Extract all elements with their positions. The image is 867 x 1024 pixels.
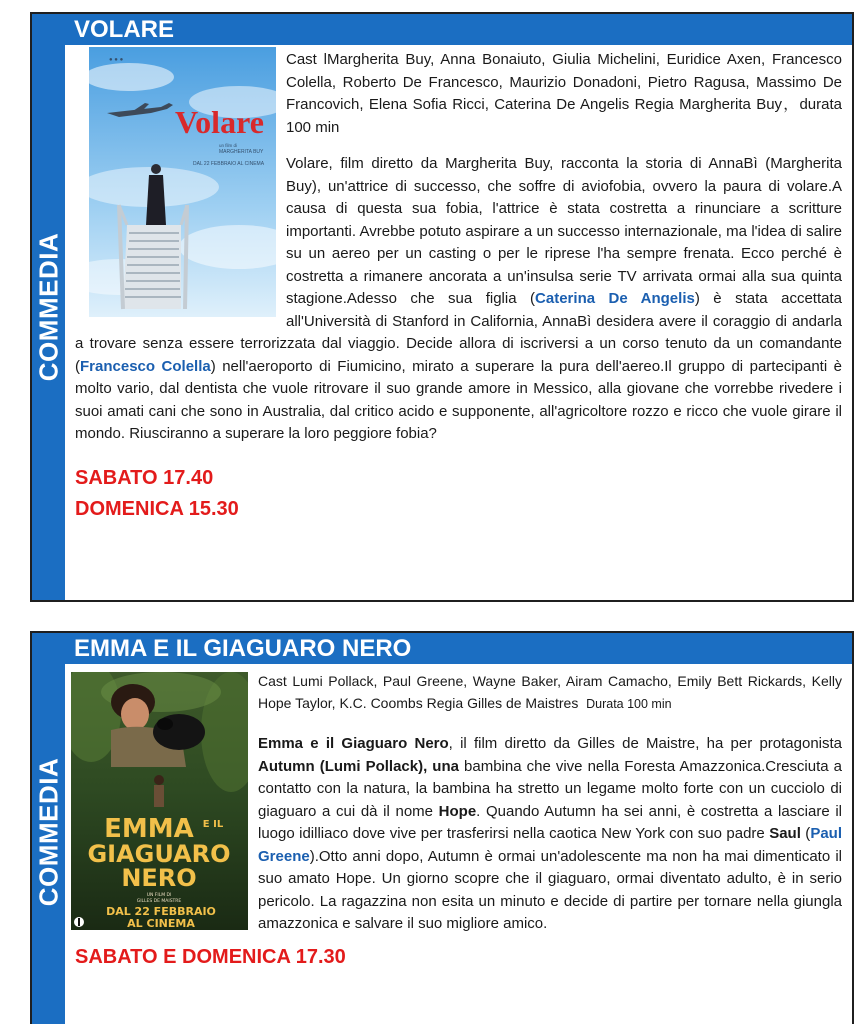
film-content	[65, 45, 852, 600]
poster-title: Volare	[175, 104, 264, 140]
film-title: EMMA E IL GIAGUARO NERO	[74, 635, 412, 662]
poster-mark: ● ● ●	[109, 57, 124, 63]
poster-title-line3: NERO	[121, 864, 197, 892]
plot-text: ) è stata accettata all'Università di Stanford in California, AnnaBì desidera avere il coraggio di andarla a trovare senza essere terrorizzata dal viaggio. Decide allora di iscriversi a un corso tenuto da un comandante (	[75, 290, 842, 375]
duration: Durata 100 min	[586, 697, 672, 711]
jaguar-figure	[153, 714, 205, 750]
showtime: DOMENICA 15.30	[75, 497, 239, 520]
film-card-emma	[30, 631, 854, 1024]
poster-title-line2: GIAGUARO	[87, 840, 231, 868]
genre-strip	[32, 14, 65, 600]
showtime: SABATO E DOMENICA 17.30	[75, 946, 346, 968]
actor-link[interactable]: Francesco Colella	[80, 357, 211, 375]
poster-title-small: E IL	[202, 819, 224, 830]
actor-link[interactable]: Caterina De Angelis	[535, 290, 695, 307]
plot-text: . Quando Autumn ha sei anni, è costretta a lasciare il luogo idilliaco dove vive per trasferirsi nella caotica New York con suo padre	[258, 802, 842, 842]
genre-strip	[32, 633, 65, 1024]
plot-bold: Emma e il Giaguaro Nero	[258, 735, 449, 752]
plot-text: ) nell'aeroporto di Fiumicino, mirato a superare la pura dell'aereo.Il gruppo di partecipanti è molto vario, dal dentista che vuole ritrovare il suo grande amore in Messico, alla giovane che vorrebbe rivedere i suoi amati cani che sono in Australia, dal critico acido e supponente, all'agricoltore rozzo e ricco che vuole girare il mondo. Riusciranno a superare la loro peggiore fobia?	[75, 357, 842, 442]
film-title-bar	[65, 14, 852, 45]
plot-text: ).Otto anni dopo, Autumn è ormai un'adolescente ma non ha mai dimenticato il suo amato Hope. Un giorno scopre che il giaguaro, ormai diventato adulto, è in serio pericolo. La ragazzina non esita un minuto e decide di partire per tornare nella giungla amazzonica e salvare il suo migliore amico.	[258, 847, 842, 932]
film-title-bar	[65, 633, 852, 664]
film-title: VOLARE	[74, 16, 175, 43]
small-girl-figure	[154, 775, 164, 807]
genre-label: COMMEDIA	[33, 757, 63, 907]
plot-bold: Saul	[769, 825, 801, 842]
film-content	[65, 664, 852, 1024]
plot-bold: Hope	[438, 802, 477, 820]
poster-release: DAL 22 FEBBRAIO AL CINEMA	[193, 161, 265, 167]
poster-director: MARGHERITA BUY	[219, 149, 264, 155]
showtime: SABATO 17.40	[75, 466, 214, 489]
poster-release-1: DAL 22 FEBBRAIO	[106, 905, 216, 918]
showtimes	[75, 936, 842, 973]
plot-text: bambina che vive nella Foresta Amazzonica.Cresciuta a contatto con la natura, la bambina ha stretto un legame molto forte con un cucciolo di giaguaro a cui dà il nome	[258, 757, 842, 820]
plot-text: , il film diretto da Gilles de Maistre, ha per protagonista	[448, 735, 843, 752]
cast-text: Cast Lumi Pollack, Paul Greene, Wayne Baker, Airam Camacho, Emily Bett Rickards, Kelly Hope Taylor, K.C. Coombs Regia Gilles de Maistres	[258, 673, 842, 711]
poster-release-2: AL CINEMA	[127, 917, 195, 930]
poster-credit-1: UN FILM DI	[146, 893, 172, 898]
showtimes	[75, 446, 842, 525]
movie-poster	[71, 672, 248, 930]
poster-credit-2: GILLES DE MAISTRE	[136, 899, 182, 904]
cast-credits: Cast lMargherita Buy, Anna Bonaiuto, Giulia Michelini, Euridice Axen, Francesco Colella, Roberto De Francesco, Maurizio Donadoni, Pietro Ragusa, Massimo De Francovich, Elena Sofia Ricci, Caterina De Angelis Regia Margherita Buy，durata 100 min	[286, 51, 842, 136]
plot-bold: Autumn (Lumi Pollack), una	[258, 757, 459, 775]
actor-link[interactable]: Paul Greene	[258, 825, 842, 865]
genre-label: COMMEDIA	[33, 232, 63, 382]
plot-text: Volare, film diretto da Margherita Buy, racconta la storia di AnnaBì (Margherita Buy), un'attrice di successo, che soffre di aviofobia, ovvero la paura di volare.A causa di questa sua fobia, l'attrice è stata costretta a rinunciare a scritture importanti. Avrebbe potuto aspirare a un successo internazionale, ma l'idea di salire su un aereo per un casting o per le riprese l'ha sempre frenata. Ecco perché è costretta a rimanere ancorata a un'insulsa serie TV arrivata ormai alla sua quinta stagione.Adesso che sua figlia (	[286, 155, 842, 307]
poster-small-top: un film di	[219, 143, 238, 148]
film-card-volare	[30, 12, 854, 602]
poster-title-line1: EMMA	[104, 814, 194, 844]
plot-text: (	[800, 825, 811, 842]
movie-poster	[89, 47, 276, 317]
